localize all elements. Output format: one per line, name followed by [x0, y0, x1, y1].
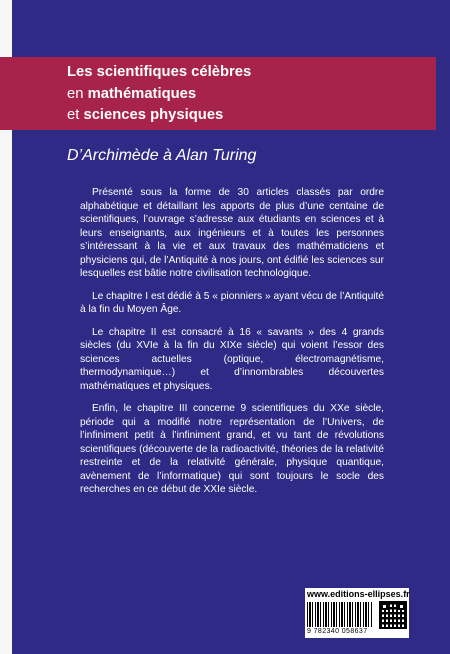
- description-paragraph-3: Le chapitre II est consacré à 16 « savants » des 4 grands siècles (du XVIe à la fin du XIXe siècle) qui voient l’essor des sciences actuelles (optique, électromagnétisme, thermodynamique…) et d’innombrables découvertes mathématiques et physiques.: [80, 326, 384, 392]
- barcode-icon: [307, 602, 373, 627]
- description-paragraph-2: Le chapitre I est dédié à 5 « pionniers » ayant vécu de l’Antiquité à la fin du Moyen Âge.: [80, 290, 384, 315]
- book-title-line-1: [67, 65, 251, 80]
- qr-code-icon: [379, 601, 407, 629]
- book-title-prefix-3: et: [67, 107, 80, 123]
- book-title-line-2: [67, 87, 196, 102]
- description-paragraph-4: Enfin, le chapitre III concerne 9 scientifiques du XXe siècle, période qui a modifié notre représentation de l’Univers, de l’infiniment petit à l’infiniment grand, et vu tant de révolutions scientifiques (découverte de la radioactivité, théories de la relativité restreinte et de la relativité générale, physique quantique, avènement de l’informatique) qui sont toujours le socle des recherches en ce début de XXIe siècle.: [80, 403, 384, 495]
- book-title-line-3: [67, 108, 223, 123]
- book-title-prefix-2: en: [67, 86, 84, 102]
- description-paragraph-1: Présenté sous la forme de 30 articles classés par ordre alphabétique et détaillant les apports de plus d’une centaine de scientifiques, l’ouvrage s’adresse aux étudiants en sciences et à leurs enseignants, aux ingénieurs et à toutes les personnes s’intéressant à la vie et aux travaux des mathématiciens et physiciens qui, de l’Antiquité à nos jours, ont édifié les sciences sur lesquelles est bâtie notre civilisation technologique.: [80, 187, 384, 279]
- publisher-url: www.editions-ellipses.fr: [307, 589, 410, 599]
- publisher-footer: [305, 588, 409, 638]
- book-subtitle: D’Archimède à Alan Turing: [67, 147, 257, 164]
- book-title-bold-2: mathématiques: [87, 86, 197, 102]
- book-title-text-1: Les scientifiques célèbres: [67, 64, 252, 80]
- book-title-bold-3: sciences physiques: [83, 107, 224, 123]
- description: [80, 186, 384, 506]
- isbn-number: 9 782340 058637: [307, 628, 368, 635]
